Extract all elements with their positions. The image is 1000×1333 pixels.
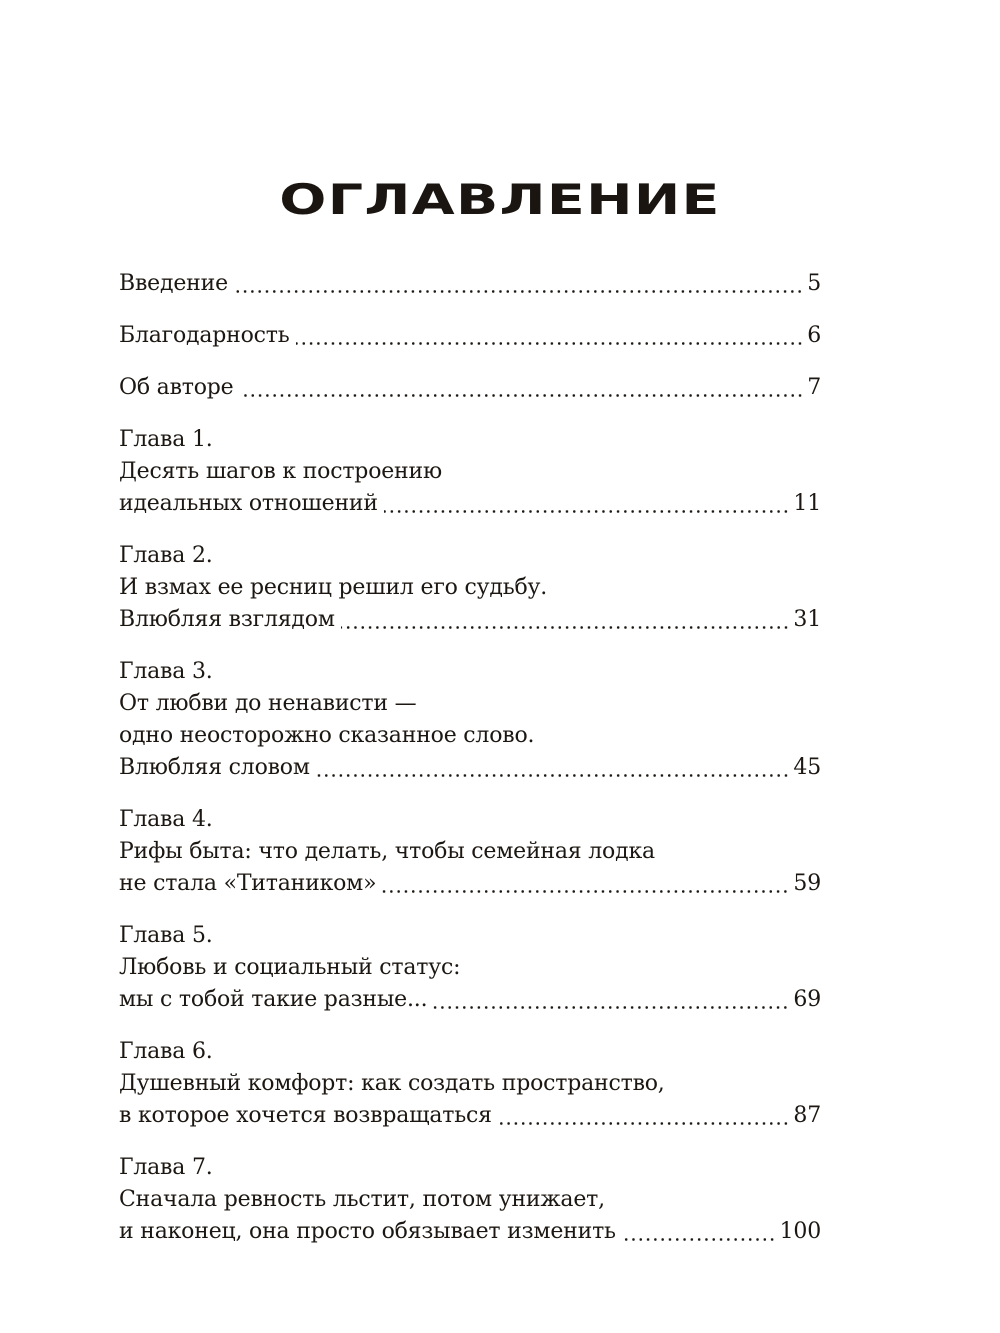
chapter-title-line: одно неосторожно сказанное слово.: [119, 723, 535, 748]
toc-entry: [119, 268, 821, 300]
dot-leader: [296, 342, 804, 345]
toc-entry: [119, 372, 821, 404]
chapter-label: Глава 2.: [119, 543, 213, 568]
chapter-label: Глава 5.: [119, 923, 213, 948]
chapter-title-line: Сначала ревность льстит, потом унижает,: [119, 1187, 605, 1212]
chapter-label: Глава 1.: [119, 427, 213, 452]
page-number: 87: [793, 1103, 821, 1128]
table-of-contents: [119, 268, 821, 1268]
chapter-title-line: Любовь и социальный статус:: [119, 955, 461, 980]
dot-leader: [341, 626, 790, 629]
toc-entry-final-line: [119, 984, 821, 1016]
page-title: ОГЛАВЛЕНИЕ: [279, 175, 721, 224]
toc-entry-final-line: [119, 868, 821, 900]
page-number: 5: [807, 271, 821, 296]
page-number: 69: [793, 987, 821, 1012]
toc-entry: [119, 540, 821, 636]
dot-leader: [316, 774, 790, 777]
dot-leader: [240, 394, 804, 397]
page-number: 45: [793, 755, 821, 780]
page-number: 7: [807, 375, 821, 400]
toc-entry-title: Влюбляя словом: [119, 755, 310, 780]
chapter-label: Глава 4.: [119, 807, 213, 832]
chapter-label: Глава 6.: [119, 1039, 213, 1064]
chapter-label: Глава 7.: [119, 1155, 213, 1180]
toc-entry-final-line: [119, 752, 821, 784]
chapter-label: Глава 3.: [119, 659, 213, 684]
chapter-title-line: Душевный комфорт: как создать пространство,: [119, 1071, 665, 1096]
toc-entry-title: Влюбляя взглядом: [119, 607, 335, 632]
toc-entry-title: Об авторе: [119, 375, 234, 400]
chapter-title-line: Рифы быта: что делать, чтобы семейная лодка: [119, 839, 655, 864]
dot-leader: [433, 1006, 789, 1009]
dot-leader: [382, 890, 789, 893]
toc-entry-title: и наконец, она просто обязывает изменить: [119, 1219, 616, 1244]
toc-entry-final-line: [119, 372, 821, 404]
toc-entry-final-line: [119, 604, 821, 636]
dot-leader: [234, 290, 803, 293]
toc-entry-final-line: [119, 320, 821, 352]
toc-entry: [119, 424, 821, 520]
chapter-title-line: От любви до ненависти —: [119, 691, 417, 716]
toc-entry-title: Благодарность: [119, 323, 290, 348]
toc-entry: [119, 1152, 821, 1248]
page-number: 6: [807, 323, 821, 348]
toc-entry-title: не стала «Титаником»: [119, 871, 377, 896]
toc-entry: [119, 320, 821, 352]
toc-entry: [119, 656, 821, 784]
toc-entry-final-line: [119, 488, 821, 520]
toc-entry-title: Введение: [119, 271, 228, 296]
page-number: 31: [793, 607, 821, 632]
dot-leader: [622, 1238, 776, 1241]
toc-entry-title: в которое хочется возвращаться: [119, 1103, 492, 1128]
page-number: 11: [793, 491, 821, 516]
toc-entry-final-line: [119, 1100, 821, 1132]
page-number: 59: [793, 871, 821, 896]
toc-entry: [119, 804, 821, 900]
toc-entry-final-line: [119, 1216, 821, 1248]
dot-leader: [498, 1122, 790, 1125]
toc-entry-final-line: [119, 268, 821, 300]
page-number: 100: [779, 1219, 821, 1244]
toc-entry-title: идеальных отношений: [119, 491, 378, 516]
dot-leader: [384, 510, 790, 513]
toc-entry: [119, 1036, 821, 1132]
chapter-title-line: Десять шагов к построению: [119, 459, 442, 484]
toc-entry: [119, 920, 821, 1016]
chapter-title-line: И взмах ее ресниц решил его судьбу.: [119, 575, 548, 600]
toc-entry-title: мы с тобой такие разные...: [119, 987, 428, 1012]
